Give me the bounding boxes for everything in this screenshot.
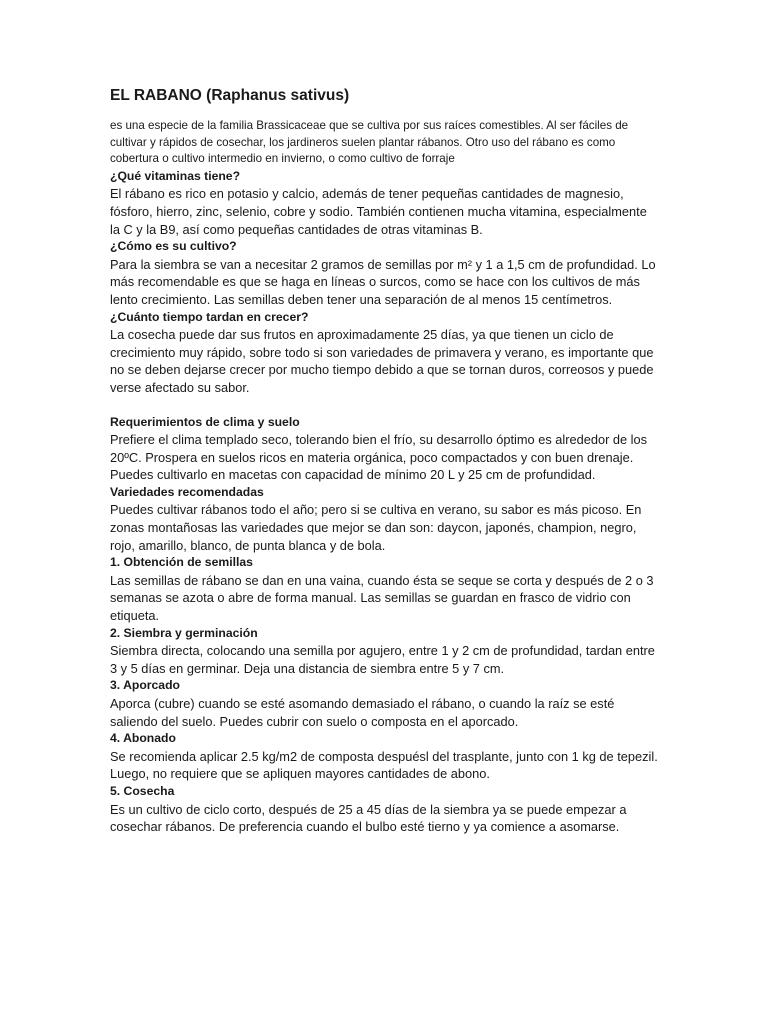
intro-paragraph: es una especie de la familia Brassicaceae que se cultiva por sus raíces comestibles. Al ser fáciles de cultivar y rápidos de cosechar, los jardineros suelen plantar rábanos. Otro uso del rábano es como cobertura o cultivo intermedio en invierno, o como cultivo de forraje: [110, 119, 629, 166]
section-text-growth-time: La cosecha puede dar sus frutos en aproximadamente 25 días, ya que tienen un ciclo de crecimiento muy rápido, sobre todo si son variedades de primavera y verano, es importante que no se deben dejarse crecer por mucho tiempo debido a que se tornan duros, correosos y puede verse afectado su sabor.: [110, 327, 654, 395]
section-heading-growth-time: ¿Cuánto tiempo tardan en crecer?: [110, 309, 309, 324]
section-heading-varieties: Variedades recomendadas: [110, 484, 264, 499]
document-title: EL RABANO (Raphanus sativus): [110, 87, 350, 104]
section-heading-hilling: 3. Aporcado: [110, 678, 180, 693]
section-text-sowing: Siembra directa, colocando una semilla por agujero, entre 1 y 2 cm de profundidad, tardan entre 3 y 5 días en germinar. Deja una distancia de siembra entre 5 y 7 cm.: [110, 643, 655, 676]
section-text-cultivation: Para la siembra se van a necesitar 2 gramos de semillas por m² y 1 a 1,5 cm de profundidad. Lo más recomendable es que se haga en líneas o surcos, como se hace con los cultivos de más lento crecimiento. Las semillas deben tener una separación de al menos 15 centímetros.: [110, 256, 656, 307]
section-heading-vitamins: ¿Qué vitaminas tiene?: [110, 168, 241, 183]
section-text-harvest: Es un cultivo de ciclo corto, después de 25 a 45 días de la siembra ya se puede empezar a cosechar rábanos. De preferencia cuando el bulbo esté tierno y ya comience a asomarse.: [110, 801, 627, 835]
section-heading-cultivation: ¿Cómo es su cultivo?: [110, 239, 237, 254]
section-text-fertilizing: Se recomienda aplicar 2.5 kg/m2 de composta despuésl del trasplante, junto con 1 kg de tepezil. Luego, no requiere que se apliquen mayores cantidades de abono.: [110, 748, 658, 782]
section-text-seeds: Las semillas de rábano se dan en una vaina, cuando ésta se seque se corta y después de 2 o 3 semanas se azota o abre de forma manual. Las semillas se guardan en frasco de vidrio con etiqueta.: [110, 572, 654, 624]
section-heading-fertilizing: 4. Abonado: [110, 731, 176, 746]
section-heading-sowing: 2. Siembra y germinación: [110, 625, 258, 640]
section-text-varieties: Puedes cultivar rábanos todo el año; pero si se cultiva en verano, su sabor es más picoso. En zonas montañosas las variedades que mejor se dan son: daycon, japonés, champion, negro, rojo, amarillo, blanco, de punta blanca y de bola.: [110, 502, 642, 553]
section-heading-seeds: 1. Obtención de semillas: [110, 555, 253, 570]
document-page: [110, 86, 658, 836]
section-heading-climate-soil: Requerimientos de clima y suelo: [110, 414, 300, 429]
section-text-climate-soil: Prefiere el clima templado seco, tolerando bien el frío, su desarrollo óptimo es alrededor de los 20ºC. Prospera en suelos ricos en materia orgánica, poco compactados y con buen drenaje. Puedes cultivarlo en macetas con capacidad de mínimo 20 L y 25 cm de profundidad.: [110, 432, 648, 483]
section-text-vitamins: El rábano es rico en potasio y calcio, además de tener pequeñas cantidades de magnesio, fósforo, hierro, zinc, selenio, cobre y sodio. También contienen mucha vitamina, especialmente la C y la B9, así como pequeñas cantidades de otras vitaminas B.: [110, 186, 647, 237]
section-text-hilling: Aporca (cubre) cuando se esté asomando demasiado el rábano, o cuando la raíz se esté saliendo del suelo. Puedes cubrir con suelo o composta en el aporcado.: [110, 696, 615, 729]
blank-line: [110, 397, 658, 414]
section-heading-harvest: 5. Cosecha: [110, 783, 175, 798]
